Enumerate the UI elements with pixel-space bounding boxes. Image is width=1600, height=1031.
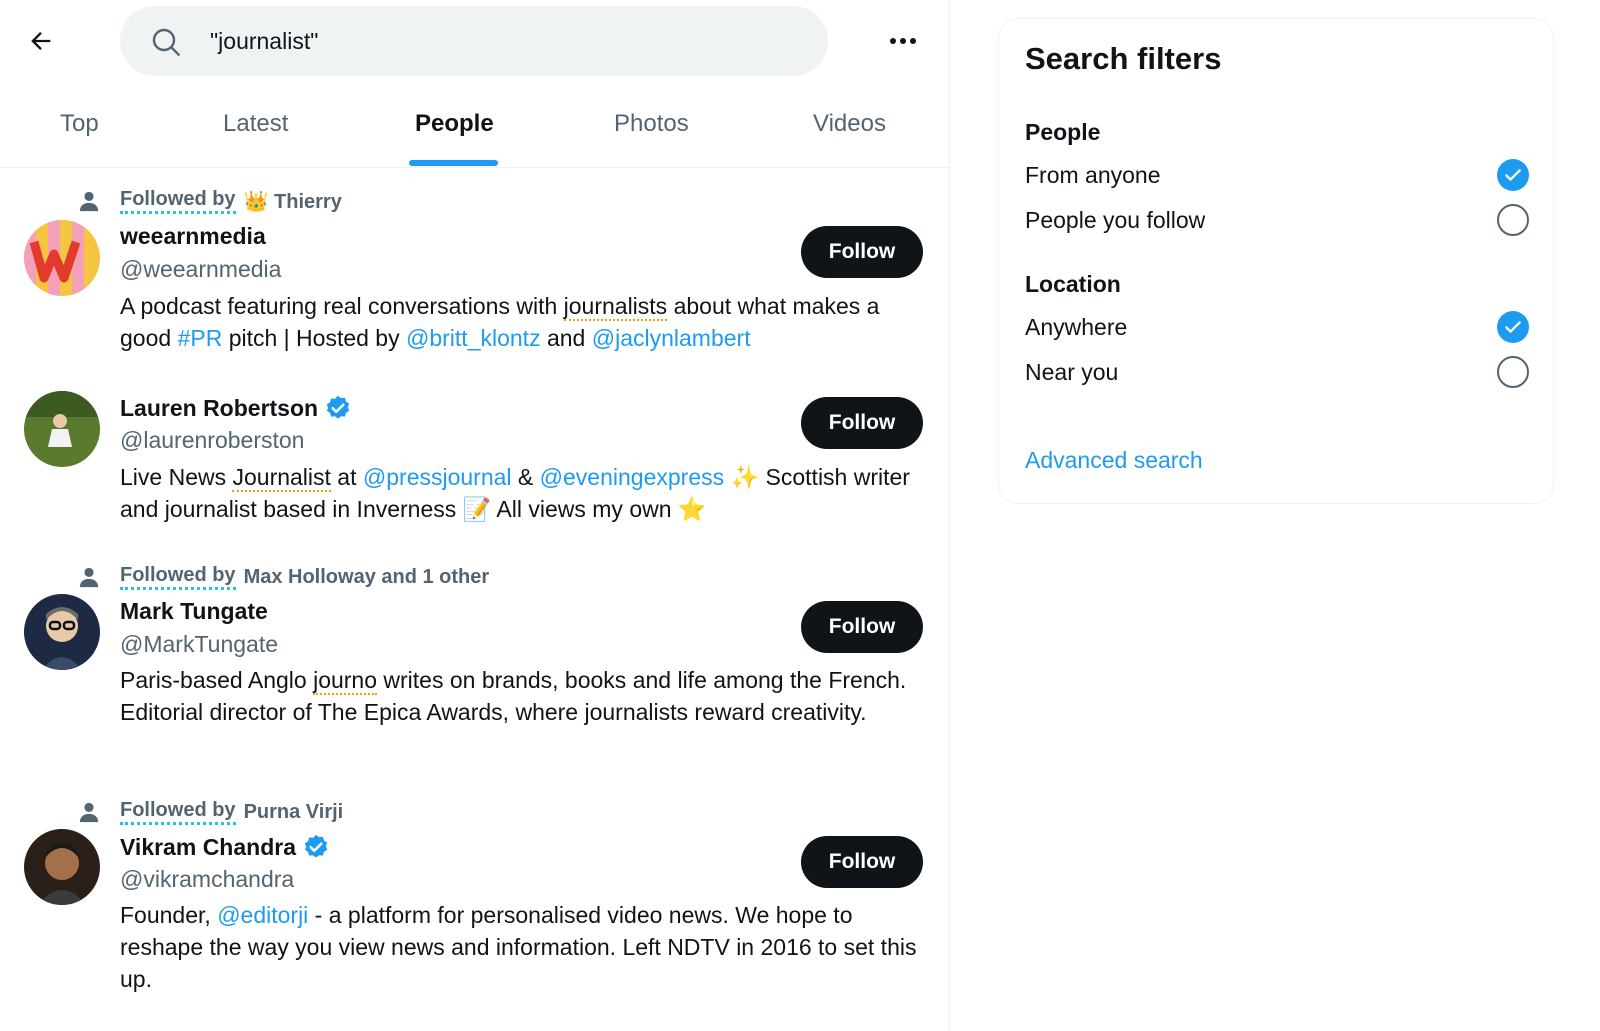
arrow-left-icon [27, 27, 55, 55]
social-context [78, 799, 343, 825]
search-tabs [0, 88, 949, 168]
filters-title: Search filters [1025, 41, 1222, 76]
display-name[interactable] [120, 833, 330, 861]
avatar-weearnmedia-image [24, 220, 100, 296]
social-context-names: Purna Virji [243, 800, 344, 823]
social-context-names: Max Holloway and 1 other [243, 565, 490, 588]
avatar-lauren-image [24, 391, 100, 467]
mention-link[interactable]: @jaclynlambert [591, 325, 751, 351]
bio-text: Live News [120, 464, 233, 490]
display-name-text[interactable]: weearnmedia [120, 223, 266, 249]
more-options-button[interactable] [880, 26, 926, 56]
user-result-mark-tungate[interactable] [0, 548, 949, 783]
display-name-text[interactable]: Mark Tungate [120, 598, 268, 624]
filter-section-people: People [1025, 119, 1101, 145]
follow-button[interactable]: Follow [801, 226, 923, 278]
avatar-vikram-image [24, 829, 100, 905]
user-handle[interactable]: @MarkTungate [120, 631, 279, 657]
active-tab-indicator [409, 160, 498, 166]
filter-option-label: Near you [1025, 358, 1119, 385]
user-result-vikram-chandra[interactable] [0, 783, 949, 1031]
radio-selected[interactable] [1497, 159, 1529, 191]
filter-people-you-follow[interactable] [1025, 200, 1529, 240]
display-name[interactable] [120, 394, 352, 422]
user-bio [120, 664, 930, 728]
mention-link[interactable]: @britt_klontz [406, 325, 541, 351]
person-icon [78, 190, 100, 212]
user-handle[interactable]: @weearnmedia [120, 256, 282, 282]
bio-keyword-highlight: Journalist [232, 464, 331, 490]
mention-link[interactable]: @pressjournal [362, 464, 512, 490]
user-bio [120, 899, 930, 995]
hashtag-link[interactable]: #PR [177, 325, 223, 351]
display-name-text[interactable]: Vikram Chandra [120, 833, 296, 860]
social-context-label: Followed by [120, 564, 236, 590]
avatar[interactable] [24, 829, 100, 905]
tab-people[interactable]: People [415, 110, 494, 137]
user-result-weearnmedia[interactable] [0, 168, 949, 378]
bio-text: and [540, 325, 592, 351]
search-icon [150, 26, 182, 58]
bio-text: Founder, [120, 902, 218, 928]
bio-text: about what makes a good [120, 293, 880, 351]
check-icon [1503, 317, 1523, 337]
social-context-label: Followed by [120, 799, 236, 825]
filter-near-you[interactable] [1025, 352, 1529, 392]
avatar-mark-image [24, 594, 100, 670]
social-context-label: Followed by [120, 188, 236, 214]
follow-button[interactable]: Follow [801, 397, 923, 449]
filter-option-label: Anywhere [1025, 313, 1128, 340]
filter-option-label: People you follow [1025, 206, 1206, 233]
bio-text: pitch | Hosted by [222, 325, 406, 351]
user-result-lauren-robertson[interactable] [0, 378, 949, 548]
filter-from-anyone[interactable] [1025, 155, 1529, 195]
user-handle[interactable]: @laurenroberston [120, 427, 305, 453]
more-horizontal-icon [889, 37, 917, 45]
person-icon [78, 566, 100, 588]
user-handle[interactable]: @vikramchandra [120, 866, 295, 892]
filter-section-location: Location [1025, 271, 1121, 297]
social-context [78, 188, 342, 214]
bio-text: ✨ Scottish writer and journalist based in Inverness 📝 All views my own ⭐ [120, 464, 910, 522]
follow-button[interactable]: Follow [801, 836, 923, 888]
follow-button[interactable]: Follow [801, 601, 923, 653]
bio-keyword-highlight: journo [313, 667, 378, 693]
tab-top[interactable]: Top [60, 110, 99, 137]
verified-badge-icon [324, 394, 352, 422]
radio-unselected[interactable] [1497, 356, 1529, 388]
verified-badge-icon [302, 833, 330, 861]
mention-link[interactable]: @eveningexpress [539, 464, 725, 490]
mention-link[interactable]: @editorji [217, 902, 309, 928]
filter-option-label: From anyone [1025, 161, 1161, 188]
radio-selected[interactable] [1497, 311, 1529, 343]
user-bio [120, 290, 930, 354]
filter-anywhere[interactable] [1025, 307, 1529, 347]
bio-text: at [330, 464, 363, 490]
tab-videos[interactable]: Videos [813, 110, 886, 137]
bio-text: writes on brands, books and life among the French. Editorial director of The Epica Awards, where journalists reward creativity. [120, 667, 907, 725]
back-button[interactable] [22, 22, 60, 60]
display-name[interactable] [120, 223, 266, 250]
bio-text: Paris-based Anglo [120, 667, 314, 693]
bio-text: & [511, 464, 540, 490]
avatar[interactable] [24, 220, 100, 296]
display-name[interactable] [120, 598, 268, 625]
advanced-search-link[interactable]: Advanced search [1025, 447, 1203, 473]
avatar[interactable] [24, 594, 100, 670]
bio-keyword-highlight: journalists [563, 293, 668, 319]
tab-latest[interactable]: Latest [223, 110, 289, 137]
bio-text: A podcast featuring real conversations with [120, 293, 564, 319]
display-name-text[interactable]: Lauren Robertson [120, 394, 319, 421]
radio-unselected[interactable] [1497, 204, 1529, 236]
bio-text: - a platform for personalised video news. We hope to reshape the way you view news and information. Left NDTV in 2016 to set this up. [120, 902, 917, 992]
social-context-names: 👑 Thierry [243, 190, 342, 213]
tab-photos[interactable]: Photos [614, 110, 689, 137]
user-bio [120, 461, 930, 525]
person-icon [78, 801, 100, 823]
search-filters-panel [998, 18, 1554, 504]
avatar[interactable] [24, 391, 100, 467]
search-bar[interactable] [120, 6, 828, 76]
search-input[interactable] [210, 20, 800, 62]
social-context [78, 564, 489, 590]
check-icon [1503, 165, 1523, 185]
